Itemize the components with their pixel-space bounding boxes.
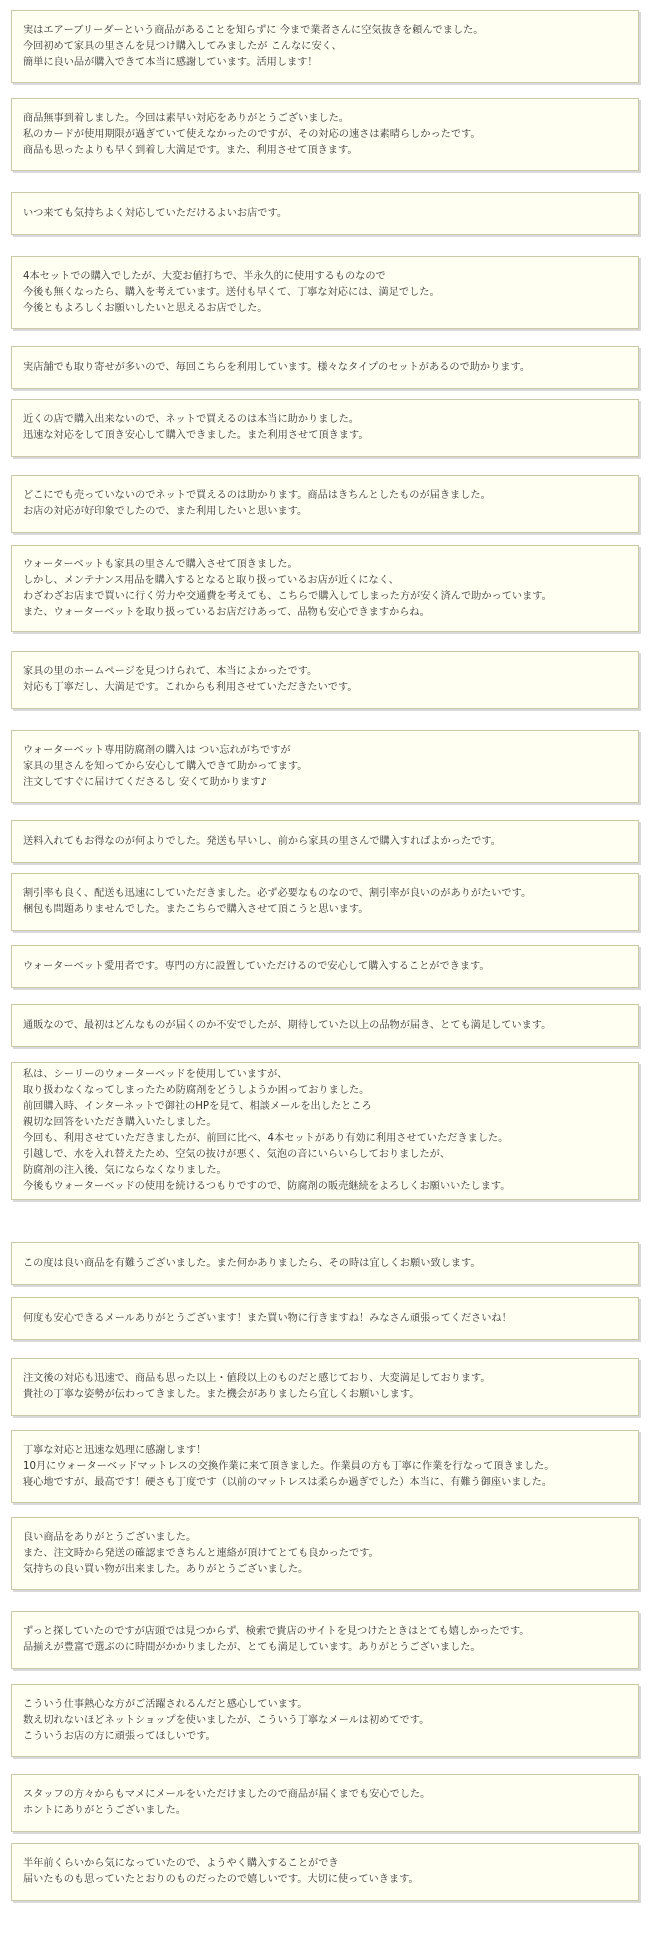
review-text-line: 半年前くらいから気になっていたので、ようやく購入することができ: [23, 1858, 339, 1869]
review-text-line: 割引率も良く、配送も迅速にしていただきました。必ず必要なものなので、割引率が良いのがありがたいです。: [23, 888, 532, 899]
review-text-line: 今回初めて家具の里さんを見つけ購入してみましたが こんなに安く、: [23, 40, 342, 52]
review-box: [11, 399, 639, 457]
review-text-line: 数え切れないほどネットショップを使いましたが、こういう丁寧なメールは初めてです。: [23, 1714, 430, 1726]
review-text-line: こういうお店の方に頑張ってほしいです。: [23, 1730, 216, 1742]
review-text-line: 近くの店で購入出来ないので、ネットで買えるのは本当に助かりました。: [23, 414, 359, 425]
review-box: [11, 1611, 639, 1669]
review-text-line: いつ来ても気持ちよく対応していただけるよいお店です。: [23, 207, 288, 219]
review-text-line: ウォーターベットも家具の里さんで購入させて頂きました。: [23, 558, 298, 570]
review-text-line: 前回購入時、インターネットで御社のHPを見て、相談メールを出したところ: [23, 1101, 372, 1112]
review-text-line: こういう仕事熱心な方がご活躍されるんだと感心しています。: [23, 1698, 308, 1710]
review-text-line: 注文後の対応も迅速で、商品も思った以上・値段以上のものだと感じており、大変満足しております。: [23, 1373, 491, 1384]
review-text-line: ホントにありがとうございました。: [23, 1805, 186, 1816]
review-text-line: 良い商品をありがとうございました。: [23, 1531, 197, 1543]
review-box: [11, 1843, 639, 1901]
review-text-line: スタッフの方々からもマメにメールをいただけましたので商品が届くまでも安心でした。: [23, 1789, 431, 1800]
review-text-line: 親切な回答をいただき購入いたしました。: [23, 1117, 217, 1128]
review-box: [11, 1517, 639, 1590]
review-text-line: わざわざお店まで買いに行く労力や交通費を考えても、こちらで購入してしまった方が安く済んで助かっています。: [23, 590, 552, 602]
review-text-line: 今回も、利用させていただきましたが、前回に比べ、4本セットがあり有効に利用させていただきました。: [23, 1133, 509, 1144]
review-text-line: 実店舗でも取り寄せが多いので、毎回こちらを利用しています。様々なタイプのセットがあるので助かります。: [23, 361, 531, 373]
review-text-line: 10月にウォーターベッドマットレスの交換作業に来て頂きました。作業員の方も丁寧に作業を行なって頂きました。: [23, 1460, 555, 1472]
review-text-line: また、注文時から発送の確認まできちんと連絡が頂けてとても良かったです。: [23, 1547, 379, 1559]
review-box: [11, 475, 639, 533]
review-text-line: 取り扱わなくなってしまったため防腐剤をどうしようか困っておりました。: [23, 1085, 370, 1096]
review-text-line: 品揃えが豊富で選ぶのに時間がかかりましたが、とても満足しています。ありがとうございました。: [23, 1642, 481, 1653]
review-box: [11, 1430, 639, 1503]
review-text-line: 送料入れてもお得なのが何よりでした。発送も早いし、前から家具の里さんで購入すればよかったです。: [23, 835, 501, 847]
review-box: [11, 1684, 639, 1757]
review-text-line: ウォーターベット専用防腐剤の購入は つい忘れがちですが: [23, 744, 291, 756]
review-text-line: 対応も丁寧だし、大満足です。これからも利用させていただきたいです。: [23, 682, 358, 693]
review-text-line: 簡単に良い品が購入できて本当に感謝しています。活用します！: [23, 56, 318, 68]
review-text-line: 丁寧な対応と迅速な処理に感謝します！: [23, 1444, 207, 1456]
review-box: [11, 820, 639, 863]
review-text-line: 私は、シーリーのウォーターベッドを使用していますが、: [23, 1069, 288, 1080]
review-text-line: どこにでも売っていないのでネットで買えるのは助かります。商品はきちんとしたものが届きました。: [23, 490, 491, 501]
review-box: [11, 1242, 639, 1285]
review-box: [11, 1062, 639, 1200]
review-box: [11, 730, 639, 803]
review-text-line: 実はエアーブリーダーという商品があることを知らずに 今まで業者さんに空気抜きを頼んでました。: [23, 24, 484, 36]
review-text-line: 商品無事到着しました。今回は素早い対応をありがとうございました。: [23, 112, 349, 124]
review-text-line: ウォーターベット愛用者です。専門の方に設置していただけるので安心して購入することができます。: [23, 960, 490, 972]
review-text-line: 貴社の丁寧な姿勢が伝わってきました。また機会がありましたら宜しくお願いします。: [23, 1389, 420, 1400]
review-text-line: 注文してすぐに届けてくださるし 安くて助かります♪: [23, 776, 268, 788]
review-box: [11, 1297, 639, 1340]
review-text-line: 防腐剤の注入後、気にならなくなりました。: [23, 1165, 227, 1176]
review-box: [11, 873, 639, 931]
review-text-line: 家具の里のホームページを見つけられて、本当によかったです。: [23, 666, 318, 677]
review-text-line: この度は良い商品を有難うございました。また何かありましたら、その時は宜しくお願い致します。: [23, 1257, 481, 1269]
review-text-line: 迅速な対応をして頂き安心して購入できました。また利用させて頂きます。: [23, 430, 369, 441]
review-text-line: しかし、メンテナンス用品を購入するとなると取り扱っているお店が近くになく、: [23, 574, 399, 586]
review-text-line: ずっと探していたのですが店頭では見つからず、検索で貴店のサイトを見つけたときはとても嬉しかったです。: [23, 1626, 530, 1637]
review-box: [11, 1358, 639, 1416]
review-box: [11, 651, 639, 709]
review-text-line: 寝心地ですが、最高です！硬さも丁度です（以前のマットレスは柔らか過ぎでした）本当に、有難う御座いました。: [23, 1476, 553, 1488]
review-text-line: 今後も無くなったら、購入を考えています。送付も早くて、丁寧な対応には、満足でした。: [23, 286, 440, 298]
review-text-line: 届いたものも思っていたとおりのものだったので嬉しいです。大切に使っていきます。: [23, 1874, 419, 1885]
review-text-line: 家具の里さんを知ってから安心して購入できて助かってます。: [23, 760, 308, 772]
review-text-line: 今後もウォーターベッドの使用を続けるつもりですので、防腐剤の販売継続をよろしくお願いいたします。: [23, 1181, 511, 1192]
review-box: [11, 545, 639, 632]
review-text-line: また、ウォーターベットを取り扱っているお店だけあって、品物も安心できますからね。: [23, 606, 430, 618]
review-box: [11, 98, 639, 171]
review-box: [11, 1004, 639, 1047]
review-box: [11, 346, 639, 389]
review-text-line: 通販なので、最初はどんなものが届くのか不安でしたが、期待していた以上の品物が届き、とても満足しています。: [23, 1019, 552, 1031]
review-text-line: お店の対応が好印象でしたので、また利用したいと思います。: [23, 506, 308, 517]
review-text-line: 4本セットでの購入でしたが、大変お値打ちで、半永久的に使用するものなので: [23, 270, 386, 282]
review-box: [11, 192, 639, 235]
review-box: [11, 256, 639, 329]
review-box: [11, 945, 639, 988]
review-text-line: 何度も安心できるメールありがとうございます！また買い物に行きますね！みなさん頑張ってくださいね！: [23, 1312, 512, 1324]
review-text-line: 今後ともよろしくお願いしたいと思えるお店でした。: [23, 302, 268, 314]
review-box: [11, 1774, 639, 1832]
review-box: [11, 10, 639, 83]
review-text-line: 気持ちの良い買い物が出来ました。ありがとうございました。: [23, 1563, 309, 1575]
review-text-line: 私のカードが使用期限が過ぎていて使えなかったのですが、その対応の速さは素晴らしかったです。: [23, 128, 481, 140]
review-text-line: 引越しで、水を入れ替えたため、空気の抜けが悪く、気泡の音にいらいらしておりましたが、: [23, 1149, 451, 1160]
review-text-line: 商品も思ったよりも早く到着し大満足です。また、利用させて頂きます。: [23, 144, 358, 156]
review-text-line: 梱包も問題ありませんでした。またこちらで購入させて頂こうと思います。: [23, 904, 369, 915]
